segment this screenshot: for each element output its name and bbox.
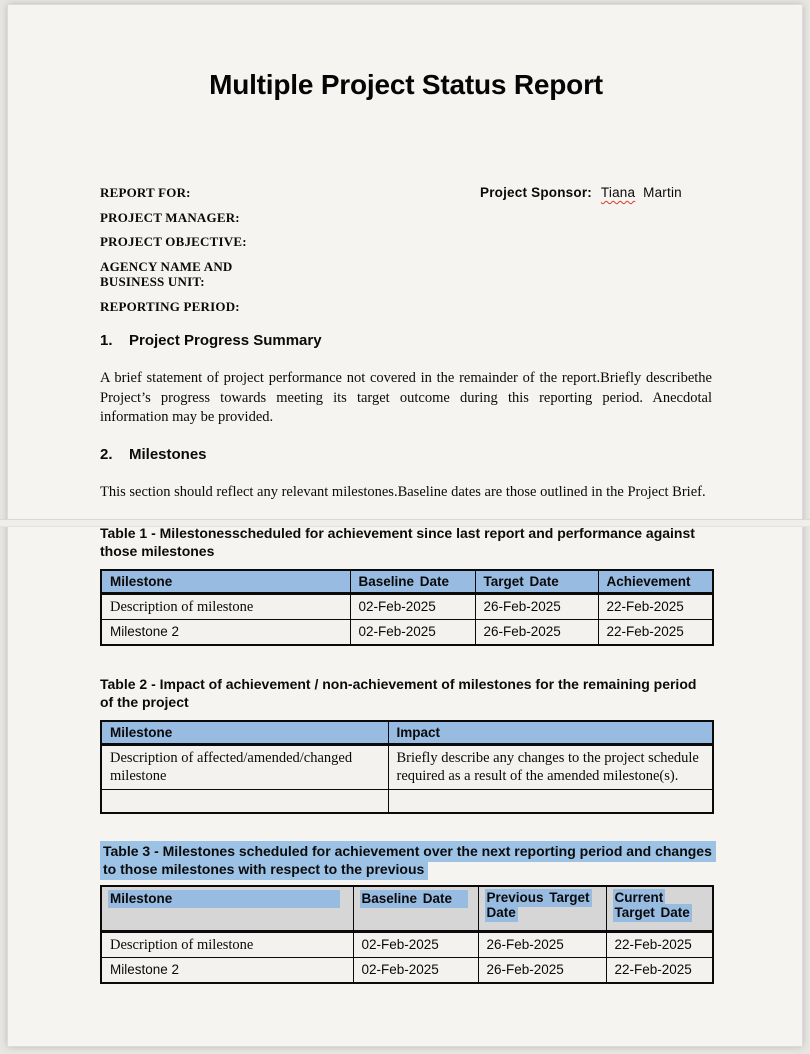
table-1-r1-milestone: Description of milestone	[101, 594, 350, 620]
table-row	[101, 594, 713, 620]
table-2-impact	[100, 720, 714, 814]
meta-row-project-manager	[100, 210, 712, 226]
section-1-heading	[100, 332, 712, 350]
table-row	[101, 745, 713, 790]
report-for-label: REPORT FOR:	[100, 185, 191, 200]
table-1-caption: Table 1 - Milestonesscheduled for achievement since last report and performance against those milestones	[100, 525, 695, 559]
table-2-header-row	[101, 721, 713, 745]
table-row	[101, 958, 713, 984]
table-1-r2-achievement: 22-Feb-2025	[598, 620, 713, 646]
table-3-r1-baseline: 02-Feb-2025	[353, 932, 478, 958]
project-sponsor	[480, 185, 682, 201]
table-3-header-previous-target	[478, 886, 606, 932]
table-1-milestones	[100, 569, 714, 646]
table-1-header-milestone: Milestone	[101, 570, 350, 594]
table-2-caption: Table 2 - Impact of achievement / non-achievement of milestones for the remaining period of the project	[100, 676, 697, 710]
table-1-header-baseline-date: Baseline Date	[350, 570, 475, 594]
project-objective-label: PROJECT OBJECTIVE:	[100, 234, 247, 249]
table-3-caption	[100, 842, 712, 878]
table-3-header-baseline-text: Baseline Date	[360, 890, 468, 908]
table-1-header-achievement: Achievement	[598, 570, 713, 594]
table-2-r1-milestone: Description of affected/amended/changed milestone	[101, 745, 388, 790]
table-3-header-current-text: Current Target Date	[614, 890, 690, 920]
table-3-r2-current: 22-Feb-2025	[606, 958, 713, 984]
table-1-r1-target: 26-Feb-2025	[475, 594, 598, 620]
reporting-period-label: REPORTING PERIOD:	[100, 298, 240, 314]
meta-row-reporting-period	[100, 299, 712, 315]
meta-row-project-objective	[100, 234, 712, 250]
table-3-header-baseline-date	[353, 886, 478, 932]
meta-row-report-for	[100, 185, 712, 201]
sponsor-first-name: Tiana	[600, 185, 636, 200]
page-title: Multiple Project Status Report	[209, 69, 603, 100]
table-1-header-target-date: Target Date	[475, 570, 598, 594]
project-manager-label: PROJECT MANAGER:	[100, 209, 240, 225]
table-1-r2-baseline: 02-Feb-2025	[350, 620, 475, 646]
section-2-body: This section should reflect any relevant milestones.Baseline dates are those outlined in the Project Brief.	[100, 483, 706, 500]
section-2-title: Milestones	[129, 445, 207, 463]
section-2-heading	[100, 446, 712, 464]
sponsor-label: Project Sponsor:	[480, 185, 592, 200]
table-3-header-previous-text: Previous Target Date	[486, 890, 590, 920]
table-2-r1-impact: Briefly describe any changes to the project schedule required as a result of the amended milestone(s).	[388, 745, 713, 790]
table-3-r2-baseline: 02-Feb-2025	[353, 958, 478, 984]
table-3-r1-current: 22-Feb-2025	[606, 932, 713, 958]
document-page	[8, 5, 802, 1046]
table-3-header-milestone	[101, 886, 353, 932]
table-1-header-row	[101, 570, 713, 594]
table-1-r2-milestone: Milestone 2	[101, 620, 350, 646]
table-3-caption-highlight: Table 3 - Milestones scheduled for achievement over the next reporting period and changes to those milestones with respect to the previous	[100, 841, 716, 880]
table-row	[101, 932, 713, 958]
meta-row-agency	[100, 259, 712, 290]
table-2-header-milestone: Milestone	[101, 721, 388, 745]
table-3-r2-milestone: Milestone 2	[101, 958, 353, 984]
table-2-header-impact: Impact	[388, 721, 713, 745]
table-1-r2-target: 26-Feb-2025	[475, 620, 598, 646]
table-2-r2-milestone	[101, 790, 388, 814]
sponsor-last-name: Martin	[643, 185, 682, 200]
table-3-header-row	[101, 886, 713, 932]
section-1-body: A brief statement of project performance not covered in the remainder of the report.Briefly describethe Project’s progress towards meeting its target outcome during this reporting period. Anecdotal information may be provided.	[100, 370, 712, 425]
document-content	[100, 69, 712, 984]
table-2-r2-impact	[388, 790, 713, 814]
table-3-r1-milestone: Description of milestone	[101, 932, 353, 958]
section-1-title: Project Progress Summary	[129, 332, 322, 349]
table-row	[101, 620, 713, 646]
table-3-r1-previous: 26-Feb-2025	[478, 932, 606, 958]
section-1-number: 1.	[100, 332, 113, 349]
table-row	[101, 790, 713, 814]
table-3-r2-previous: 26-Feb-2025	[478, 958, 606, 984]
table-3-header-current-target	[606, 886, 713, 932]
table-1-r1-baseline: 02-Feb-2025	[350, 594, 475, 620]
table-3-header-milestone-text: Milestone	[108, 890, 340, 908]
table-1-r1-achievement: 22-Feb-2025	[598, 594, 713, 620]
section-2-number: 2.	[100, 445, 113, 463]
agency-label: AGENCY NAME AND BUSINESS UNIT:	[100, 258, 233, 289]
report-meta	[100, 185, 712, 314]
table-3-upcoming-milestones	[100, 885, 714, 984]
